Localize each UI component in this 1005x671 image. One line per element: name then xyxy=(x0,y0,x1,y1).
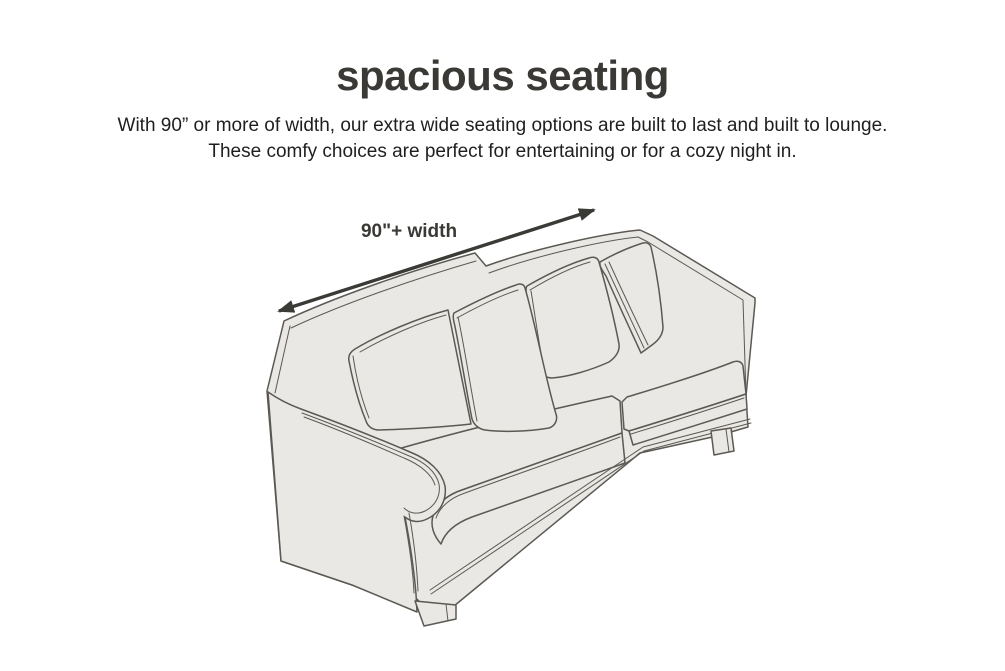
sofa-illustration xyxy=(267,230,755,626)
sofa-foot-right-shape xyxy=(711,428,734,455)
subtitle-line-1: With 90” or more of width, our extra wide seating options are built to last and built to lounge. xyxy=(117,115,888,136)
subtitle-line-2: These comfy choices are perfect for entertaining or for a cozy night in. xyxy=(208,141,797,162)
page-title: spacious seating xyxy=(336,52,669,99)
sofa-foot-left-shape xyxy=(415,601,456,626)
sofa-foot-right xyxy=(711,428,734,455)
width-dimension-label: 90"+ width xyxy=(360,221,458,242)
sofa-foot-left xyxy=(415,601,456,626)
